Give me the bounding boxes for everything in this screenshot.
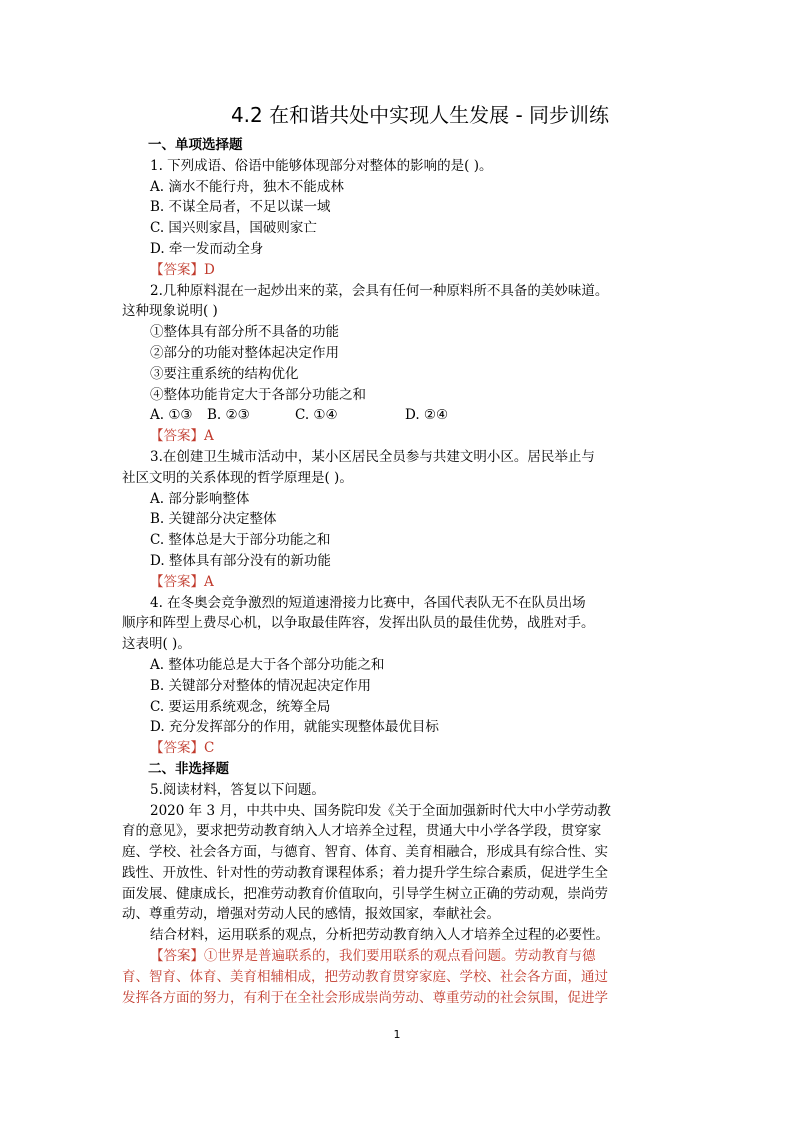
question-4-stem-line-3: 这表明( )。	[122, 636, 191, 653]
answer-label: 【答案】	[150, 948, 204, 965]
answer-value: A	[204, 573, 214, 590]
answer-value: D	[204, 261, 215, 278]
question-4-option-a: A. 整体功能总是大于各个部分功能之和	[150, 656, 385, 673]
section-heading-non-choice: 二、非选择题	[148, 760, 229, 777]
question-4-option-d: D. 充分发挥部分的作用，就能实现整体最优目标	[150, 719, 439, 736]
question-2-stem-line-2: 这种现象说明( )	[122, 303, 218, 320]
question-5-material-line: 育的意见》，要求把劳动教育纳入人才培养全过程，贯通大中小学各学段，贯穿家	[122, 823, 602, 840]
question-3-stem-line-1: 3.在创建卫生城市活动中，某小区居民全员参与共建文明小区。居民举止与	[150, 448, 595, 465]
question-5-material-line: 动、尊重劳动，增强对劳动人民的感情，报效国家，奉献社会。	[122, 906, 500, 923]
question-1-stem: 1. 下列成语、俗语中能够体现部分对整体的影响的是( )。	[150, 157, 493, 174]
question-1-option-a: A. 滴水不能行舟，独木不能成林	[150, 178, 344, 195]
question-4-stem-line-2: 顺序和阵型上费尽心机，以争取最佳阵容，发挥出队员的最佳优势，战胜对手。	[122, 615, 595, 632]
page-title: 4.2 在和谐共处中实现人生发展 - 同步训练	[230, 103, 610, 127]
answer-text: ①世界是普遍联系的，我们要用联系的观点看问题。劳动教育与德	[204, 948, 596, 965]
question-5-answer-line: 育、智育、体育、美育相辅相成，把劳动教育贯穿家庭、学校、社会各方面，通过	[122, 968, 608, 985]
question-5-material-line: 践性、开放性、针对性的劳动教育课程体系；着力提升学生综合素质，促进学生全	[122, 864, 608, 881]
question-3-answer	[0, 572, 794, 593]
question-5-stem: 5.阅读材料，答复以下问题。	[150, 781, 325, 798]
question-3-option-a: A. 部分影响整体	[150, 490, 250, 507]
question-5-answer-line: 发挥各方面的努力，有利于在全社会形成崇尚劳动、尊重劳动的社会氛围，促进学	[122, 989, 608, 1006]
question-1-option-b: B. 不谋全局者，不足以谋一域	[150, 199, 331, 216]
document-body	[0, 135, 794, 1008]
question-2-option-b: B. ②③	[207, 407, 250, 424]
question-4-option-c: C. 要运用系统观念，统筹全局	[150, 698, 331, 715]
question-2-answer	[0, 426, 794, 447]
section-heading-single-choice: 一、单项选择题	[148, 137, 243, 153]
question-2-options	[0, 405, 794, 426]
question-5-material-line: 面发展、健康成长，把准劳动教育价值取向，引导学生树立正确的劳动观，崇尚劳	[122, 885, 608, 902]
question-2-option-d: D. ②④	[405, 407, 449, 424]
question-2-option-c: C. ①④	[295, 407, 338, 424]
question-1-answer	[0, 260, 794, 281]
question-5-answer-line	[0, 946, 794, 967]
answer-label: 【答案】	[150, 740, 204, 757]
question-5-material-line: 庭、学校、社会各方面，与德育、智育、体育、美育相融合，形成具有综合性、实	[122, 844, 608, 861]
question-3-option-c: C. 整体总是大于部分功能之和	[150, 532, 331, 549]
question-1-option-c: C. 国兴则家昌，国破则家亡	[150, 220, 317, 237]
question-4-stem-line-1: 4. 在冬奥会竞争激烈的短道速滑接力比赛中，各国代表队无不在队员出场	[150, 594, 586, 611]
question-5-material-line: 2020 年 3 月，中共中央、国务院印发《关于全面加强新时代大中小学劳动教	[150, 802, 611, 819]
question-3-option-d: D. 整体具有部分没有的新功能	[150, 552, 331, 569]
answer-label: 【答案】	[150, 261, 204, 278]
answer-label: 【答案】	[150, 573, 204, 590]
question-2-stem-line-1: 2.几种原料混在一起炒出来的菜，会具有任何一种原料所不具备的美妙味道。	[150, 282, 609, 299]
answer-label: 【答案】	[150, 428, 204, 445]
question-2-item-2: ②部分的功能对整体起决定作用	[150, 344, 339, 361]
question-2-item-4: ④整体功能肯定大于各部分功能之和	[150, 386, 366, 403]
question-2-item-1: ①整体具有部分所不具备的功能	[150, 324, 339, 341]
question-3-stem-line-2: 社区文明的关系体现的哲学原理是( )。	[122, 469, 353, 486]
question-1-option-d: D. 牵一发而动全身	[150, 240, 264, 257]
page-number: 1	[393, 1028, 401, 1041]
answer-value: A	[204, 428, 214, 445]
question-5-question: 结合材料，运用联系的观点，分析把劳动教育纳入人才培养全过程的必要性。	[150, 927, 609, 944]
question-2-item-3: ③要注重系统的结构优化	[150, 365, 299, 382]
question-2-option-a: A. ①③	[150, 407, 193, 424]
question-4-answer	[0, 738, 794, 759]
question-4-option-b: B. 关键部分对整体的情况起决定作用	[150, 677, 372, 694]
answer-value: C	[204, 740, 215, 757]
question-3-option-b: B. 关键部分决定整体	[150, 511, 277, 528]
